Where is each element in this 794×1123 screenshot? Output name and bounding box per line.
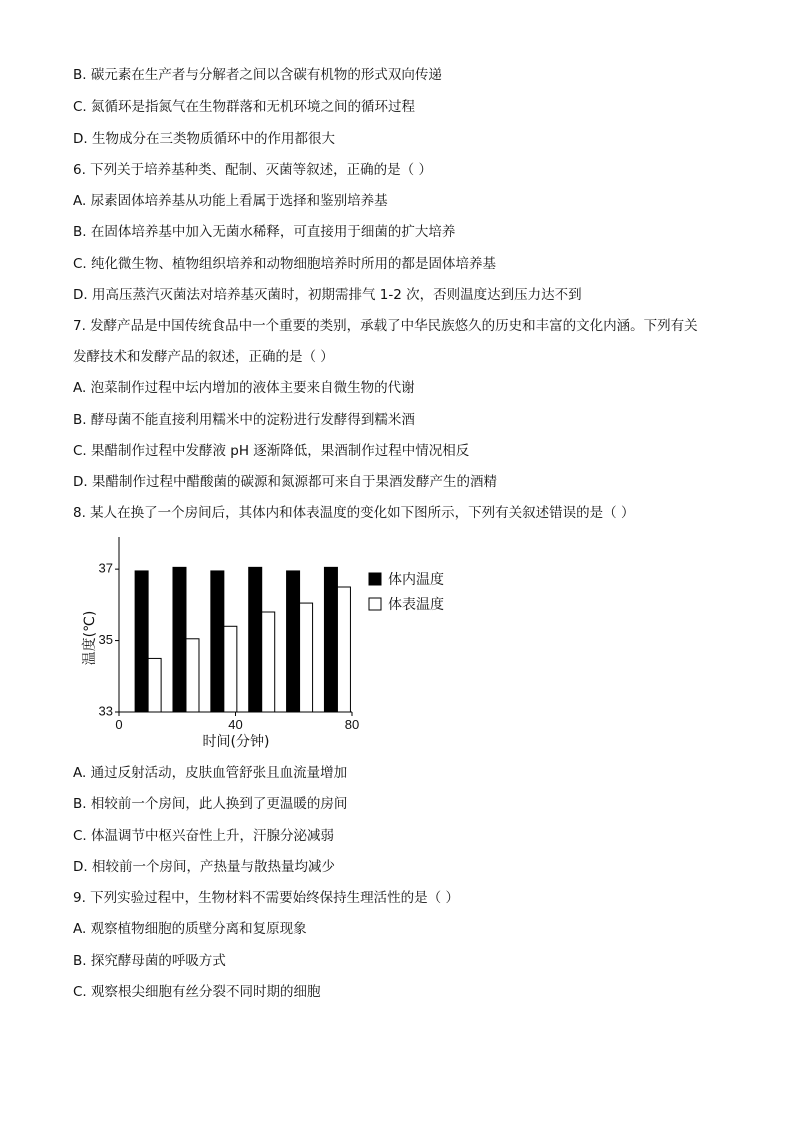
text-line: B. 探究酵母菌的呼吸方式: [73, 953, 226, 969]
question-9-stem: 9. 下列实验过程中，生物材料不需要始终保持生理活性的是（ ）: [73, 890, 459, 906]
bar-surface-5: [337, 587, 350, 712]
text-line: A. 观察植物细胞的质壁分离和复原现象: [73, 921, 307, 937]
bar-surface-4: [300, 603, 313, 712]
text-line: C. 体温调节中枢兴奋性上升，汗腺分泌减弱: [73, 828, 335, 844]
text-line: D. 生物成分在三类物质循环中的作用都很大: [73, 131, 335, 147]
text-line: A. 尿素固体培养基从功能上看属于选择和鉴别培养基: [73, 193, 388, 209]
y-tick-label: 33: [98, 703, 113, 719]
text-line: A. 泡菜制作过程中坛内增加的液体主要来自微生物的代谢: [73, 380, 415, 396]
legend: [369, 571, 444, 613]
bar-surface-0: [148, 658, 161, 712]
text-line: C. 纯化微生物、植物组织培养和动物细胞培养时所用的都是固体培养基: [73, 256, 497, 272]
bars-group: [135, 567, 350, 712]
bar-surface-3: [262, 612, 275, 712]
chart-svg: [70, 528, 470, 758]
x-axis-title: 时间(分钟): [202, 734, 270, 750]
question-7-stem-cont: 发酵技术和发酵产品的叙述，正确的是（ ）: [73, 349, 334, 365]
y-tick-label: 35: [98, 632, 113, 648]
text-line: C. 果醋制作过程中发酵液 pH 逐渐降低，果酒制作过程中情况相反: [73, 443, 470, 459]
question-7-stem: 7. 发酵产品是中国传统食品中一个重要的类别，承载了中华民族悠久的历史和丰富的文化内涵。下列有关: [73, 318, 698, 334]
bar-internal-4: [287, 571, 300, 712]
temperature-bar-chart: [70, 528, 470, 758]
x-ticks-group: [115, 712, 359, 732]
legend-label-surface: 体表温度: [388, 597, 444, 613]
bar-internal-2: [211, 571, 224, 712]
bar-internal-5: [324, 567, 337, 712]
y-tick-label: 37: [98, 560, 113, 576]
text-line: B. 相较前一个房间，此人换到了更温暖的房间: [73, 796, 348, 812]
text-line: C. 观察根尖细胞有丝分裂不同时期的细胞: [73, 984, 321, 1000]
text-line: D. 用高压蒸汽灭菌法对培养基灭菌时，初期需排气 1-2 次，否则温度达到压力达不到: [73, 287, 582, 303]
bar-internal-0: [135, 571, 148, 712]
bar-surface-2: [224, 626, 237, 712]
question-8-stem: 8. 某人在换了一个房间后，其体内和体表温度的变化如下图所示，下列有关叙述错误的是（ ）: [73, 505, 635, 521]
text-line: A. 通过反射活动，皮肤血管舒张且血流量增加: [73, 765, 348, 781]
text-line: B. 碳元素在生产者与分解者之间以含碳有机物的形式双向传递: [73, 67, 442, 83]
legend-swatch-surface: [369, 598, 381, 610]
x-tick-label: 0: [115, 717, 123, 732]
text-line: C. 氮循环是指氮气在生物群落和无机环境之间的循环过程: [73, 99, 416, 115]
text-line: D. 果醋制作过程中醋酸菌的碳源和氮源都可来自于果酒发酵产生的酒精: [73, 474, 497, 490]
text-line: D. 相较前一个房间，产热量与散热量均减少: [73, 859, 335, 875]
legend-swatch-internal: [369, 573, 381, 585]
y-ticks-group: [99, 561, 119, 719]
y-axis-title: 温度(℃): [82, 610, 98, 666]
question-6-stem: 6. 下列关于培养基种类、配制、灭菌等叙述，正确的是（ ）: [73, 162, 432, 178]
text-line: B. 在固体培养基中加入无菌水稀释，可直接用于细菌的扩大培养: [73, 224, 456, 240]
bar-surface-1: [186, 639, 199, 712]
legend-label-internal: 体内温度: [388, 572, 444, 588]
text-line: B. 酵母菌不能直接利用糯米中的淀粉进行发酵得到糯米酒: [73, 412, 415, 428]
x-tick-label: 80: [344, 717, 360, 732]
x-tick-label: 40: [228, 717, 243, 732]
bar-internal-3: [249, 567, 262, 712]
bar-internal-1: [173, 567, 186, 712]
